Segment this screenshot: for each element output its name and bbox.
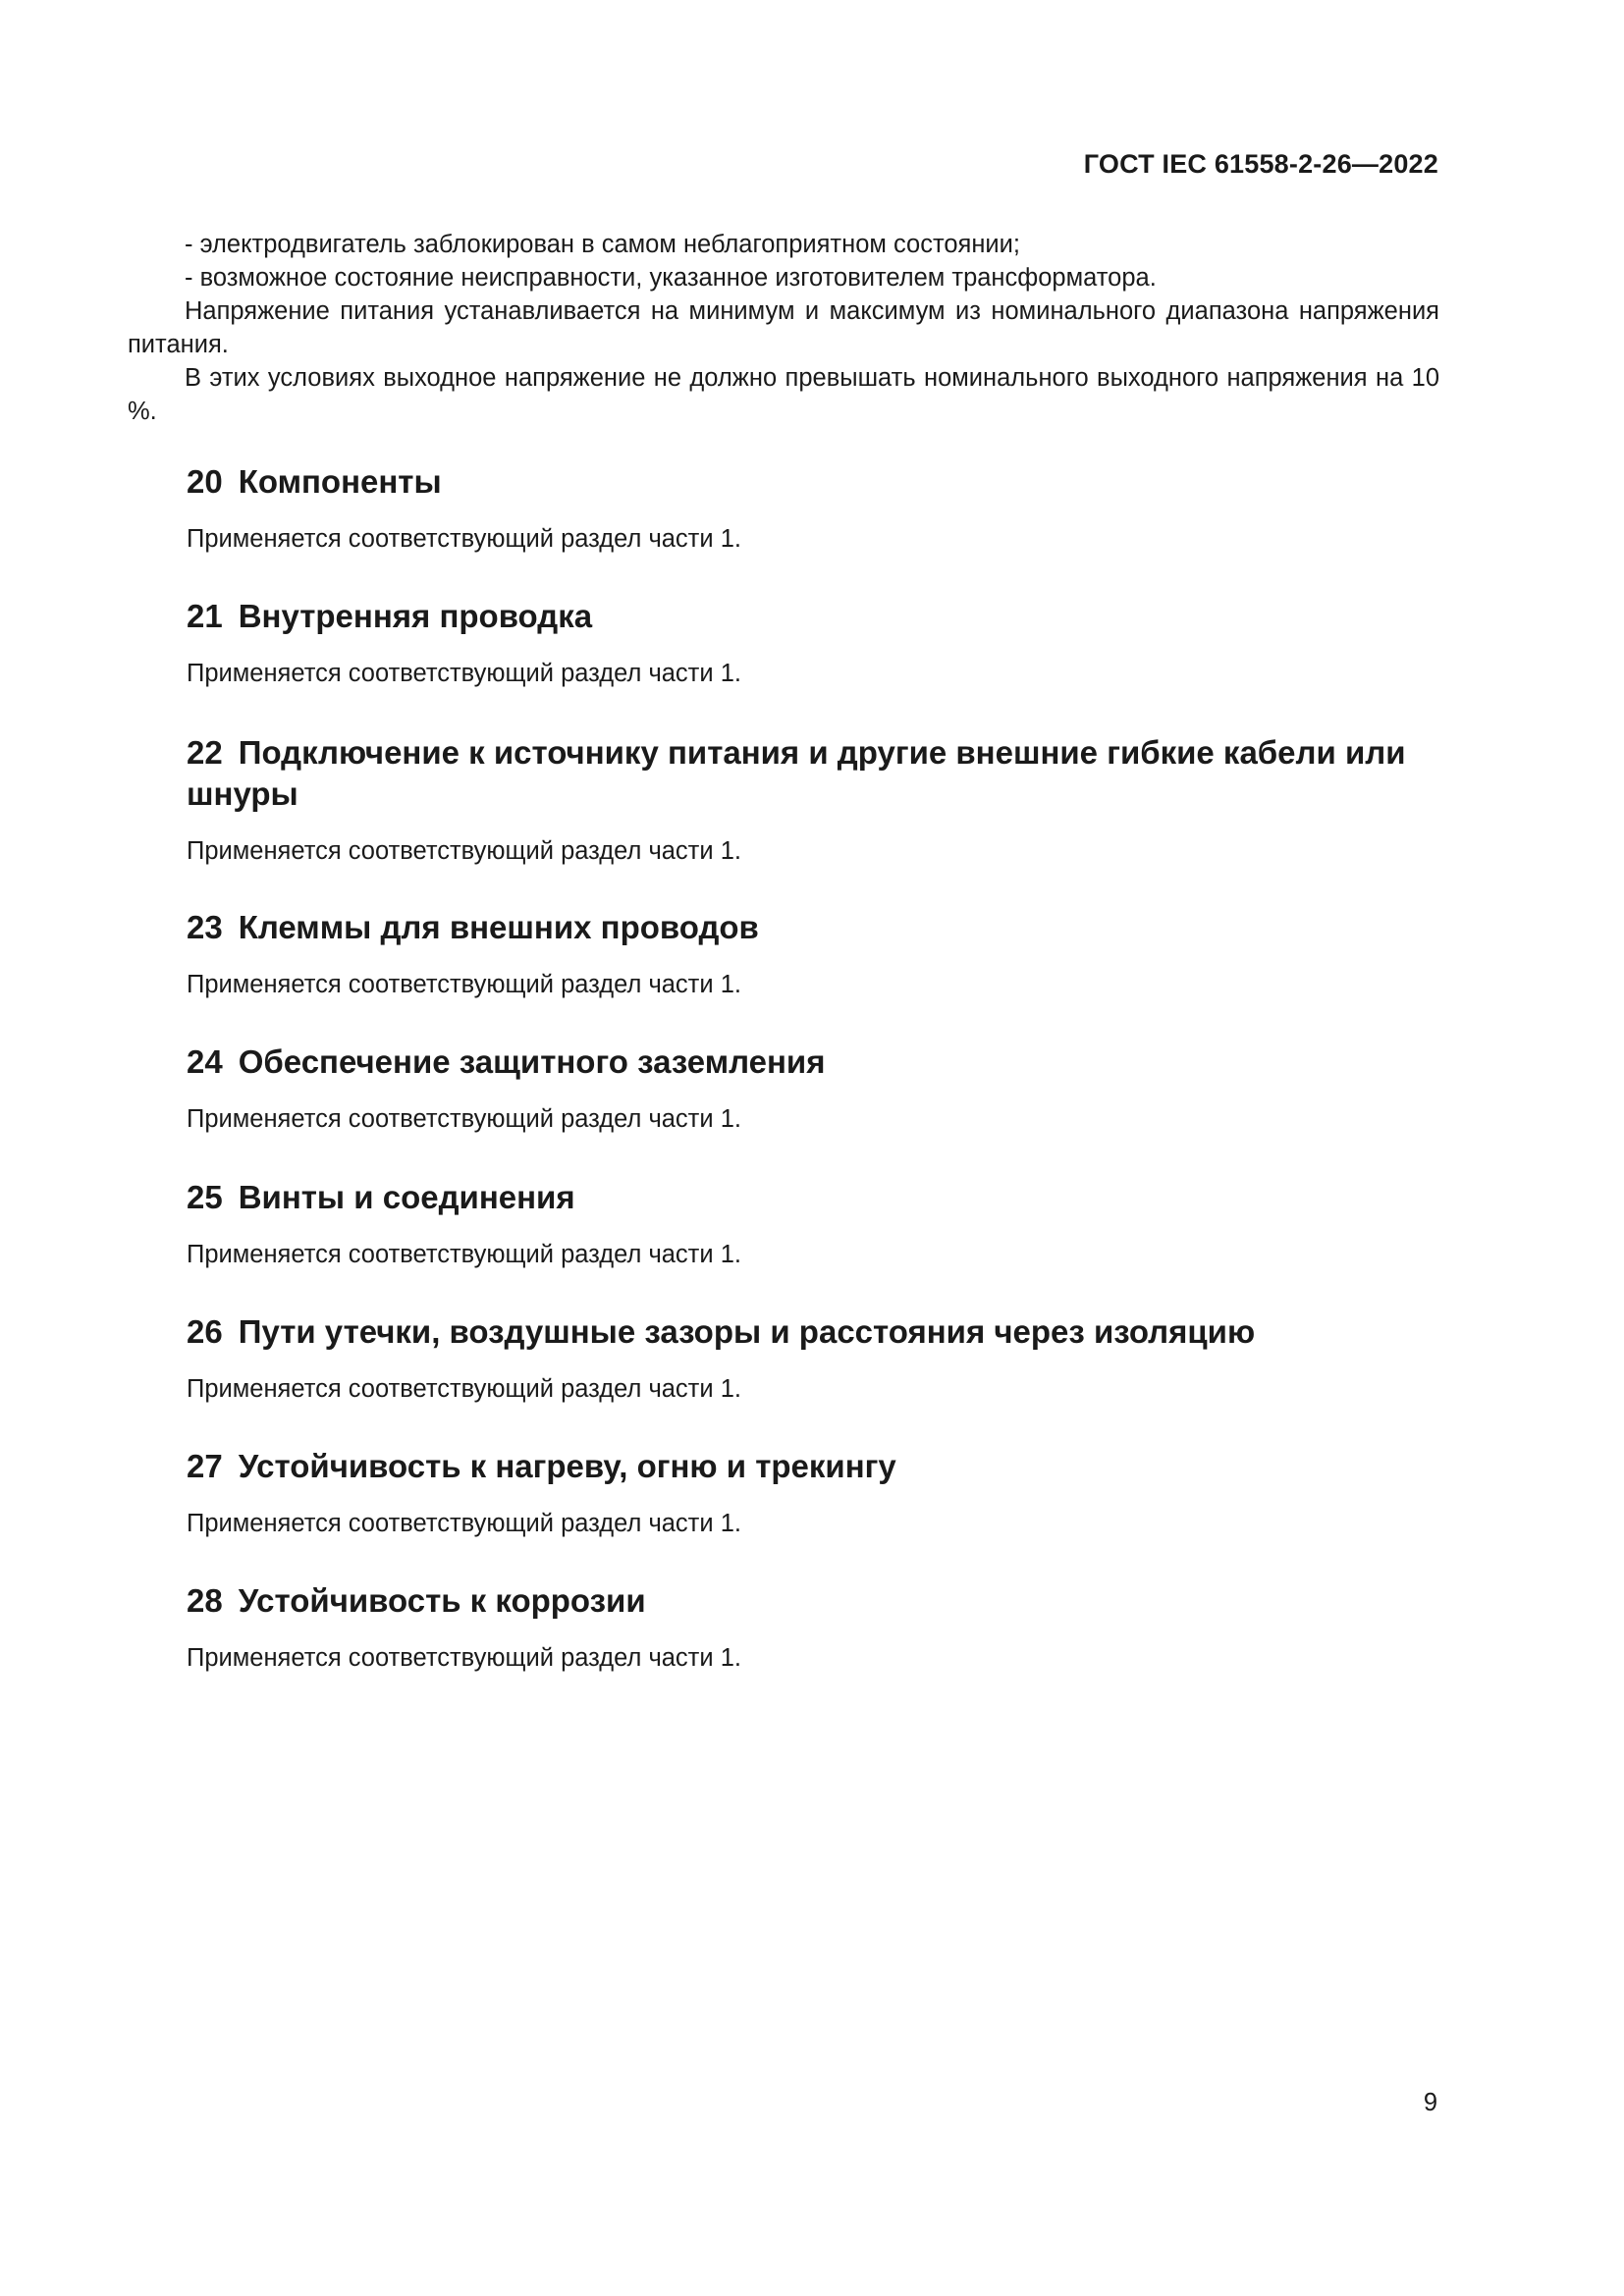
section-title <box>187 1580 1443 1622</box>
section-title <box>187 461 1443 503</box>
section-27 <box>187 1446 1443 1540</box>
section-title <box>187 732 1443 815</box>
section-title <box>187 907 1443 948</box>
section-heading: Пути утечки, воздушные зазоры и расстояния через изоляцию <box>238 1313 1256 1350</box>
page-number: 9 <box>1423 2089 1437 2116</box>
section-title <box>187 1041 1443 1083</box>
section-heading: Клеммы для внешних проводов <box>238 909 759 945</box>
section-heading: Внутренняя проводка <box>238 598 593 634</box>
section-number: 24 <box>187 1043 223 1080</box>
list-item: - возможное состояние неисправности, указанное изготовителем трансформатора. <box>185 264 1157 292</box>
section-text: Применяется соответствующий раздел части 1. <box>187 525 741 553</box>
section-title <box>187 1311 1443 1353</box>
section-23 <box>187 907 1443 1001</box>
section-number: 23 <box>187 909 223 945</box>
section-25 <box>187 1177 1443 1271</box>
section-text: Применяется соответствующий раздел части 1. <box>187 1644 741 1672</box>
section-text: Применяется соответствующий раздел части 1. <box>187 1375 741 1403</box>
section-title <box>187 596 1443 637</box>
section-22 <box>187 732 1443 868</box>
paragraph: Напряжение питания устанавливается на минимум и максимум из номинального диапазона напряжения питания. <box>128 297 1439 358</box>
document-code: ГОСТ IEC 61558-2-26—2022 <box>1083 149 1438 179</box>
section-heading: Подключение к источнику питания и другие внешние гибкие кабели или шнуры <box>187 734 1406 812</box>
section-text: Применяется соответствующий раздел части 1. <box>187 1105 741 1133</box>
intro-block <box>128 228 1439 428</box>
section-21 <box>187 596 1443 690</box>
section-title <box>187 1446 1443 1487</box>
section-text: Применяется соответствующий раздел части 1. <box>187 660 741 687</box>
section-heading: Компоненты <box>238 463 442 500</box>
section-heading: Устойчивость к нагреву, огню и трекингу <box>238 1448 896 1484</box>
section-heading: Обеспечение защитного заземления <box>238 1043 826 1080</box>
section-number: 20 <box>187 463 223 500</box>
section-number: 26 <box>187 1313 223 1350</box>
list-item: - электродвигатель заблокирован в самом неблагоприятном состоянии; <box>185 231 1021 258</box>
section-text: Применяется соответствующий раздел части 1. <box>187 971 741 998</box>
section-26 <box>187 1311 1443 1406</box>
section-24 <box>187 1041 1443 1136</box>
section-text: Применяется соответствующий раздел части 1. <box>187 1510 741 1537</box>
section-title <box>187 1177 1443 1218</box>
section-number: 22 <box>187 734 223 771</box>
section-20 <box>187 461 1443 556</box>
section-number: 27 <box>187 1448 223 1484</box>
section-number: 28 <box>187 1582 223 1619</box>
section-number: 25 <box>187 1179 223 1215</box>
paragraph: В этих условиях выходное напряжение не должно превышать номинального выходного напряжения на 10 %. <box>128 364 1439 425</box>
section-28 <box>187 1580 1443 1675</box>
section-heading: Устойчивость к коррозии <box>238 1582 646 1619</box>
section-text: Применяется соответствующий раздел части 1. <box>187 1241 741 1268</box>
section-number: 21 <box>187 598 223 634</box>
section-text: Применяется соответствующий раздел части 1. <box>187 837 741 865</box>
section-heading: Винты и соединения <box>238 1179 575 1215</box>
